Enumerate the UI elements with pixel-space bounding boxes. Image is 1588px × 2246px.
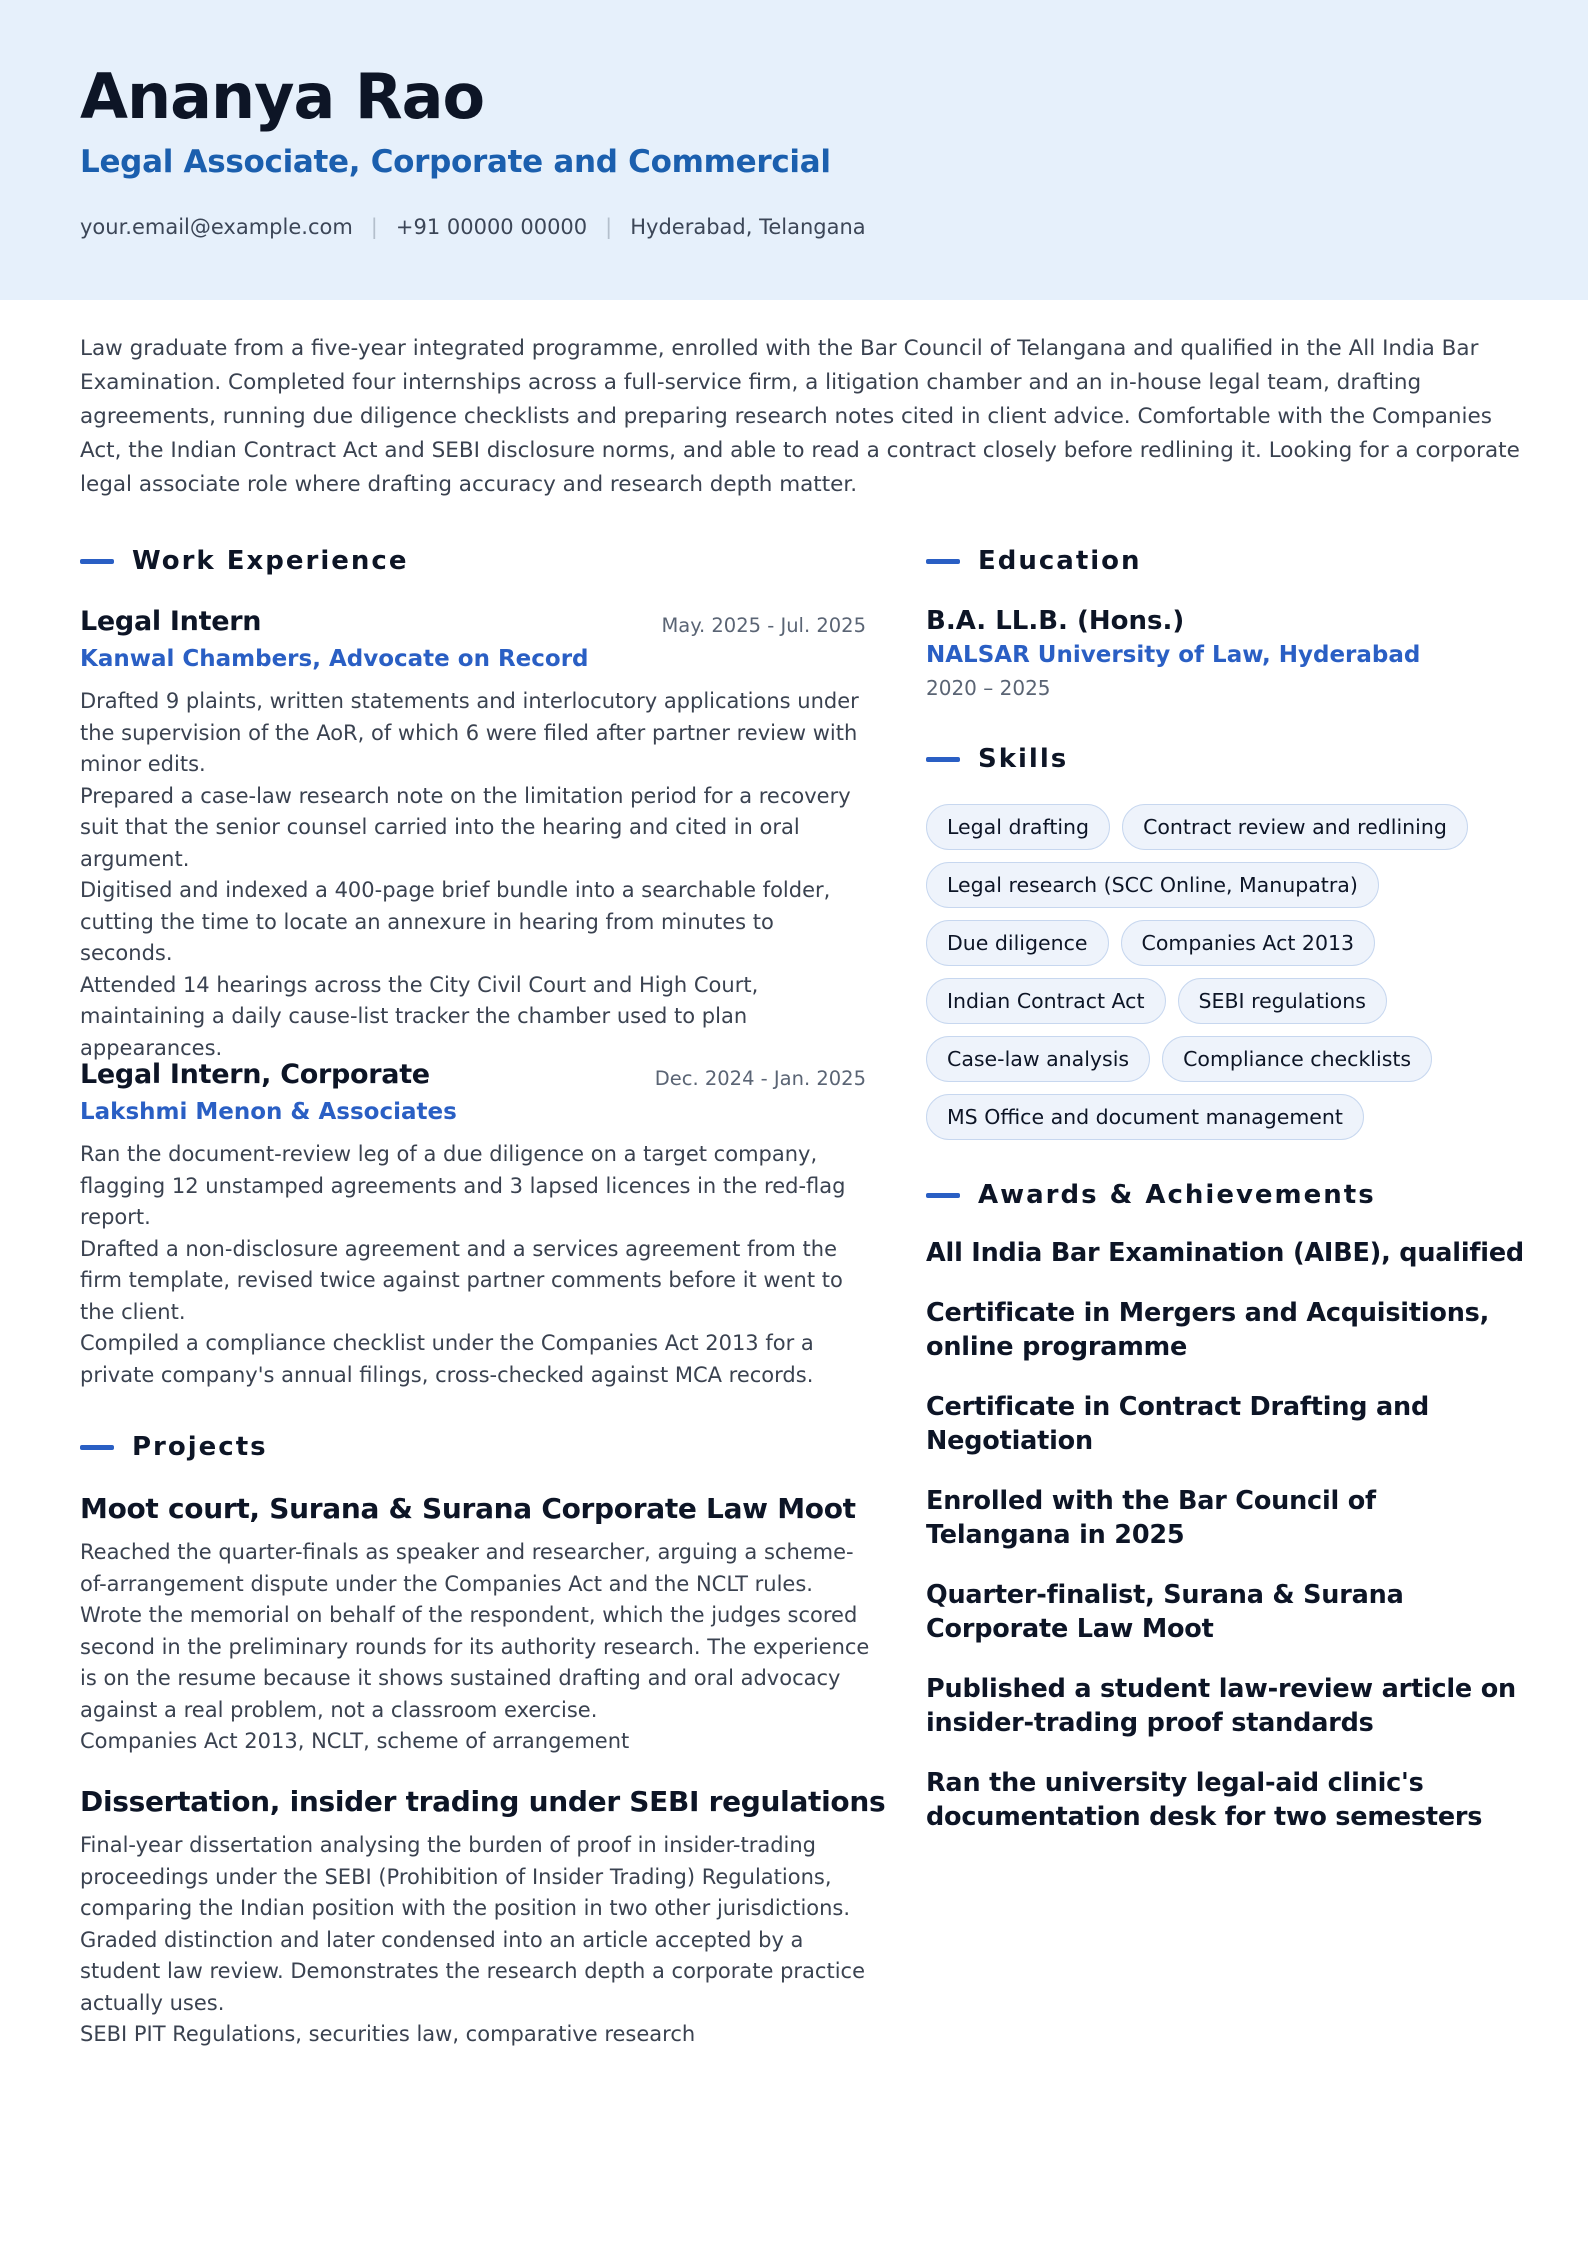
skill-chip: Legal drafting (926, 804, 1110, 850)
education-years: 2020 – 2025 (926, 676, 1051, 700)
section-accent-bar (926, 757, 960, 762)
contact-line (80, 215, 866, 239)
award-item: Quarter-finalist, Surana & Surana Corporate Law Moot (926, 1580, 1404, 1644)
job-dates: May. 2025 - Jul. 2025 (661, 614, 866, 637)
section-accent-bar (80, 559, 114, 564)
job-company: Lakshmi Menon & Associates (80, 1099, 457, 1125)
project-description (80, 1537, 870, 1758)
skill-chip: Compliance checklists (1162, 1036, 1432, 1082)
project-title: Moot court, Surana & Surana Corporate Law Moot (80, 1492, 856, 1525)
job-dates: Dec. 2024 - Jan. 2025 (654, 1067, 866, 1090)
skill-chip: Due diligence (926, 920, 1109, 966)
job-bullet-list (80, 686, 870, 1064)
section-heading-projects (80, 1432, 268, 1462)
award-item: Ran the university legal-aid clinic's documentation desk for two semesters (926, 1768, 1483, 1832)
section-accent-bar (926, 559, 960, 564)
job-bullet: Attended 14 hearings across the City Civil Court and High Court, maintaining a daily cause-list tracker the chamber used to plan appearances. (80, 972, 759, 1060)
project-description (80, 1830, 870, 2051)
project-body: Final-year dissertation analysing the burden of proof in insider-trading proceedings under the SEBI (Prohibition of Insider Trading) Regulations, comparing the Indian position with the position in two other jurisdictions. Graded distinction and later condensed into an article accepted by a student law review. Demonstrates the research depth a corporate practice actually uses. (80, 1833, 865, 2015)
award-item: Certificate in Mergers and Acquisitions, online programme (926, 1298, 1490, 1362)
section-heading-education (926, 546, 1142, 576)
section-heading-skills (926, 744, 1068, 774)
section-title: Awards & Achievements (978, 1180, 1376, 1210)
contact-separator: | (370, 215, 378, 239)
section-heading-awards (926, 1180, 1376, 1210)
project-tags: SEBI PIT Regulations, securities law, comparative research (80, 2022, 696, 2046)
job-bullet: Ran the document-review leg of a due diligence on a target company, flagging 12 unstamped agreements and 3 lapsed licences in the red-flag report. (80, 1142, 846, 1229)
award-item: Published a student law-review article on insider-trading proof standards (926, 1674, 1516, 1738)
contact-location: Hyderabad, Telangana (630, 215, 866, 239)
project-title: Dissertation, insider trading under SEBI regulations (80, 1785, 886, 1818)
section-title: Skills (978, 744, 1069, 774)
job-bullet: Compiled a compliance checklist under the Companies Act 2013 for a private company's annual filings, cross-checked against MCA records. (80, 1331, 814, 1387)
section-heading-work (80, 546, 408, 576)
skill-chip: Companies Act 2013 (1121, 920, 1376, 966)
skill-chip: MS Office and document management (926, 1094, 1364, 1140)
section-title: Projects (132, 1432, 268, 1462)
project-tags: Companies Act 2013, NCLT, scheme of arrangement (80, 1729, 630, 1753)
project-body: Reached the quarter-finals as speaker and researcher, arguing a scheme-of-arrangement dispute under the Companies Act and the NCLT rules. Wrote the memorial on behalf of the respondent, which the judges scored second in the preliminary rounds for its authority research. The experience is on the resume because it shows sustained drafting and oral advocacy against a real problem, not a classroom exercise. (80, 1540, 870, 1722)
contact-separator: | (605, 215, 613, 239)
job-company: Kanwal Chambers, Advocate on Record (80, 646, 589, 672)
job-bullet-list (80, 1139, 870, 1391)
summary-paragraph: Law graduate from a five-year integrated programme, enrolled with the Bar Council of Telangana and qualified in the All India Bar Examination. Completed four internships across a full-service firm, a litigation chamber and an in-house legal team, drafting agreements, running due diligence checklists and preparing research notes cited in client advice. Comfortable with the Companies Act, the Indian Contract Act and SEBI disclosure norms, and able to read a contract closely before redlining it. Looking for a corporate legal associate role where drafting accuracy and research depth matter. (80, 336, 1520, 497)
job-bullet: Drafted a non-disclosure agreement and a services agreement from the firm template, revised twice against partner comments before it went to the client. (80, 1236, 843, 1324)
skill-chip: Indian Contract Act (926, 978, 1166, 1024)
section-accent-bar (926, 1193, 960, 1198)
awards-list (926, 1236, 1526, 1860)
section-title: Education (978, 546, 1142, 576)
education-school: NALSAR University of Law, Hyderabad (926, 642, 1421, 668)
skills-list (926, 804, 1486, 1140)
skill-chip: Case-law analysis (926, 1036, 1150, 1082)
award-item: All India Bar Examination (AIBE), qualified (926, 1238, 1524, 1268)
job-bullet: Prepared a case-law research note on the limitation period for a recovery suit that the senior counsel carried into the hearing and cited in oral argument. (80, 783, 851, 871)
candidate-name: Ananya Rao (80, 60, 485, 133)
section-accent-bar (80, 1445, 114, 1450)
award-item: Certificate in Contract Drafting and Negotiation (926, 1392, 1430, 1456)
skill-chip: SEBI regulations (1178, 978, 1387, 1024)
section-title: Work Experience (132, 546, 409, 576)
award-item: Enrolled with the Bar Council of Telangana in 2025 (926, 1486, 1376, 1550)
contact-phone[interactable]: +91 00000 00000 (395, 215, 588, 239)
job-bullet: Digitised and indexed a 400-page brief bundle into a searchable folder, cutting the time to locate an annexure in hearing from minutes to seconds. (80, 878, 831, 965)
resume-header (0, 0, 1588, 300)
job-bullet: Drafted 9 plaints, written statements and interlocutory applications under the supervision of the AoR, of which 6 were filed after partner review with minor edits. (80, 689, 859, 776)
candidate-title: Legal Associate, Corporate and Commercial (80, 144, 831, 180)
job-title: Legal Intern, Corporate (80, 1059, 430, 1090)
contact-email[interactable]: your.email@example.com (80, 215, 353, 239)
education-degree: B.A. LL.B. (Hons.) (926, 606, 1185, 636)
job-title: Legal Intern (80, 606, 262, 637)
skill-chip: Legal research (SCC Online, Manupatra) (926, 862, 1379, 908)
skill-chip: Contract review and redlining (1122, 804, 1468, 850)
